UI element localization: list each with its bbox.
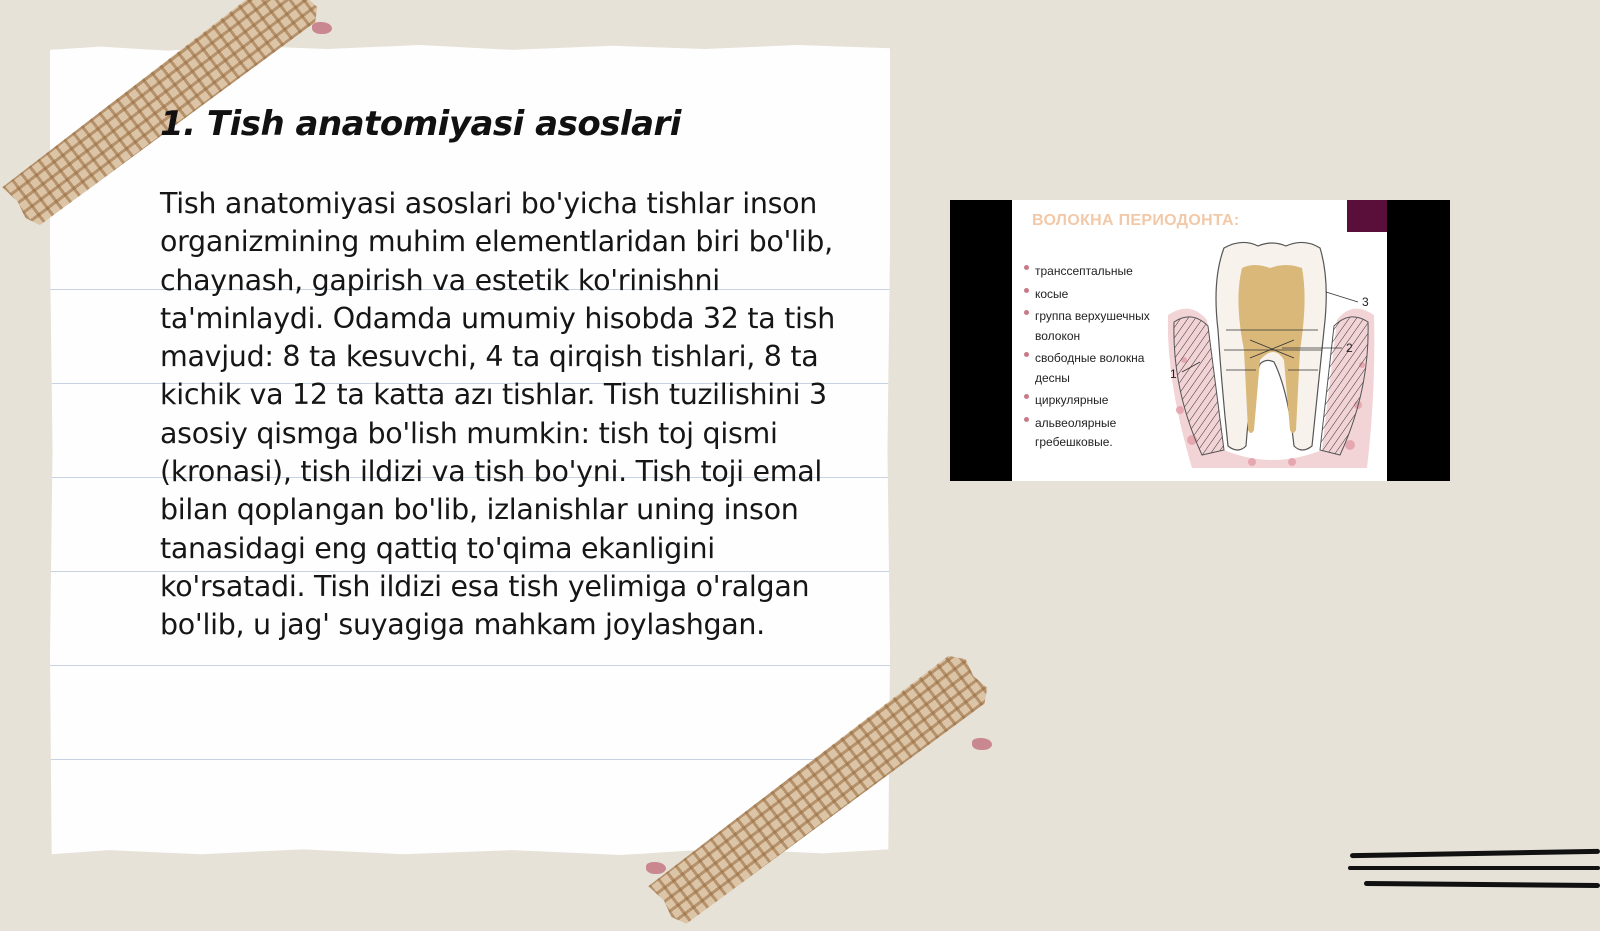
diagram-legend: [1024, 260, 1164, 454]
diagram-title: ВОЛОКНА ПЕРИОДОНТА:: [1032, 212, 1240, 229]
tooth-illustration: [1162, 240, 1382, 476]
paper-rule: [50, 665, 890, 666]
diagram-label-3: 3: [1362, 295, 1369, 309]
legend-item: группа верхушечных волокон: [1024, 305, 1164, 344]
legend-item: циркулярные: [1024, 389, 1164, 409]
decorative-brush-stroke: [1348, 866, 1600, 870]
diagram-canvas: [1012, 200, 1387, 481]
tooth-diagram-image: [950, 200, 1450, 481]
legend-item: свободные волокна десны: [1024, 347, 1164, 386]
diagram-corner-accent: [1347, 200, 1387, 232]
decorative-brush-stroke: [1350, 849, 1600, 858]
slide-title: 1. Tish anatomiyasi asoslari: [160, 104, 681, 144]
tape-tip-decoration: [312, 22, 332, 34]
diagram-label-1: 1: [1170, 367, 1177, 381]
diagram-label-2: 2: [1346, 341, 1353, 355]
paper-rule: [50, 759, 890, 760]
decorative-brush-stroke: [1364, 881, 1600, 888]
legend-item: транссептальные: [1024, 260, 1164, 280]
legend-item: альвеолярные гребешковые.: [1024, 412, 1164, 451]
tape-tip-decoration: [646, 862, 666, 874]
tape-tip-decoration: [972, 738, 992, 750]
legend-item: косые: [1024, 283, 1164, 303]
slide-body-text: Tish anatomiyasi asoslari bo'yicha tishlar inson organizmining muhim elementlaridan biri bo'lib, chaynash, gapirish va estetik ko'rinishni ta'minlaydi. Odamda umumiy hisobda 32 ta tish mavjud: 8 ta kesuvchi, 4 ta qirqish tishlari, 8 ta kichik va 12 ta katta azı tishlar. Tish tuzilishini 3 asosiy qismga bo'lish mumkin: tish toj qismi (kronasi), tish ildizi va tish bo'yni. Tish toji emal bilan qoplangan bo'lib, izlanishlar uning inson tanasidagi eng qattiq to'qima ekanligini ko'rsatadi. Tish ildizi esa tish yelimiga o'ralgan bo'lib, u jag' suyagiga mahkam joylashgan.: [160, 187, 835, 642]
